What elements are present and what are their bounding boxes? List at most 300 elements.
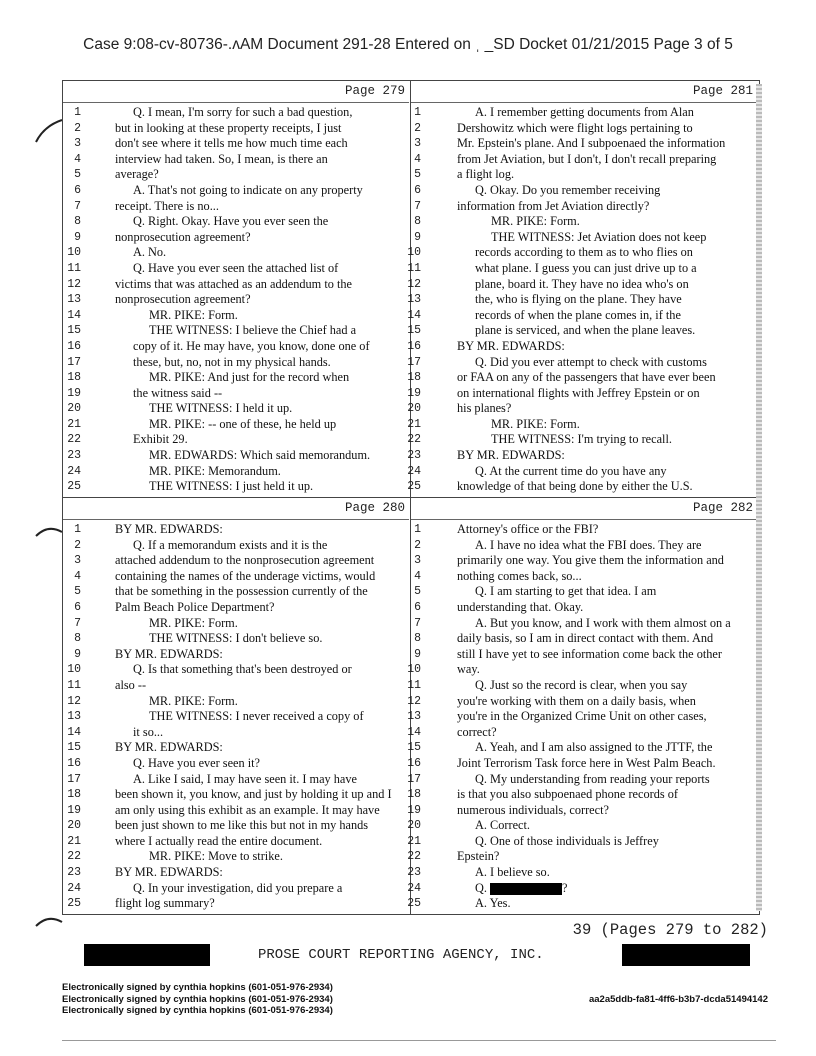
transcript-line (63, 308, 409, 324)
line-text: Mr. Epstein's plane. And I subpoenaed the information (457, 136, 726, 151)
line-number: 14 (67, 308, 81, 322)
line-number: 15 (67, 324, 81, 338)
line-number: 23 (67, 866, 81, 880)
transcript-lines (407, 522, 757, 912)
line-text: interview had taken. So, I mean, is there an (115, 151, 328, 166)
transcript-line (63, 584, 409, 600)
transcript-line (63, 261, 409, 277)
transcript-line (63, 277, 409, 293)
signature-line: Electronically signed by cynthia hopkins (601-051-976-2934) (62, 982, 333, 993)
transcript-line (407, 401, 757, 417)
transcript-line (407, 771, 757, 788)
transcript-line (63, 167, 409, 183)
line-text: BY MR. EDWARDS: (115, 522, 223, 536)
line-text: don't see where it tells me how much time each (115, 136, 348, 151)
transcript-line (411, 214, 757, 230)
signature-line: Electronically signed by cynthia hopkins (601-051-976-2934) (62, 993, 333, 1005)
line-text-trail: ? (562, 880, 568, 895)
line-number: 22 (407, 433, 421, 447)
transcript-line (63, 678, 409, 694)
line-text: attached addendum to the nonprosecution agreement (115, 553, 375, 568)
transcript-page-279 (63, 81, 409, 497)
line-number: 11 (407, 261, 421, 275)
line-text: A. I have no idea what the FBI does. They are (475, 537, 702, 552)
line-number: 17 (407, 355, 421, 369)
transcript-line (63, 522, 409, 538)
line-text: Q. If a memorandum exists and it is the (133, 537, 328, 552)
line-text: MR. PIKE: And just for the record when (149, 370, 350, 385)
transcript-line (63, 401, 409, 417)
line-number: 3 (414, 137, 421, 151)
line-text: but in looking at these property receipts, I just (115, 120, 342, 135)
line-text: what plane. I guess you can just drive up to a (475, 260, 697, 275)
transcript-line (63, 183, 409, 199)
transcript-line (63, 600, 409, 616)
transcript-line (407, 880, 757, 897)
transcript-line (407, 260, 757, 277)
line-text: Epstein? (457, 849, 500, 864)
signature-block (62, 982, 333, 1017)
transcript-line (63, 417, 409, 433)
line-number: 23 (407, 449, 421, 463)
line-number: 18 (407, 371, 421, 385)
line-text: Joint Terrorism Task force here in West Palm Beach. (457, 755, 716, 770)
line-number: 20 (67, 819, 81, 833)
line-text: from Jet Aviation, but I don't, I don't recall preparing (457, 151, 717, 166)
document-hash: aa2a5ddb-fa81-4ff6-b3b7-dcda51494142 (588, 994, 768, 1005)
line-number: 24 (67, 464, 81, 478)
line-text: Palm Beach Police Department? (115, 599, 275, 614)
line-text: Q. Is that something that's been destroyed or (133, 662, 352, 677)
line-text: on international flights with Jeffrey Epstein or on (457, 385, 700, 400)
transcript-line (407, 849, 757, 865)
line-number: 13 (407, 293, 421, 307)
redaction-right (622, 944, 750, 966)
line-text: MR. PIKE: Form. (491, 416, 580, 431)
transcript-line (63, 772, 409, 788)
line-number: 13 (67, 293, 81, 307)
transcript-line (63, 616, 409, 632)
line-number: 11 (67, 261, 81, 275)
transcript-line (63, 448, 409, 464)
line-text: plane, board it. They have no idea who's on (475, 276, 689, 291)
transcript-line (63, 709, 409, 725)
line-number: 18 (67, 371, 81, 385)
line-text: THE WITNESS: Jet Aviation does not keep (491, 229, 707, 244)
hole-punch-mark-top (34, 116, 64, 146)
line-number: 17 (67, 355, 81, 369)
transcript-line (407, 677, 757, 694)
line-number: 2 (414, 121, 421, 135)
line-text: MR. PIKE: Form. (149, 615, 238, 630)
line-number: 17 (67, 772, 81, 786)
agency-row (0, 944, 816, 968)
transcript-line (63, 725, 409, 741)
line-number: 4 (414, 569, 421, 583)
line-text: Q. One of those individuals is Jeffrey (475, 833, 659, 848)
line-number: 16 (67, 339, 81, 353)
line-text: A. That's not going to indicate on any property (133, 182, 363, 197)
line-number: 19 (407, 803, 421, 817)
line-number: 12 (67, 277, 81, 291)
line-number: 25 (407, 480, 421, 494)
line-text: nonprosecution agreement? (115, 229, 251, 244)
transcript-line (63, 464, 409, 480)
transcript-page-281 (407, 81, 757, 497)
signature-line: Electronically signed by cynthia hopkins (601-051-976-2934) (62, 1005, 333, 1016)
line-text: A. No. (133, 245, 167, 260)
line-number: 9 (74, 230, 81, 244)
line-number: 9 (74, 647, 81, 661)
transcript-line (407, 307, 757, 324)
line-number: 5 (74, 168, 81, 182)
line-number: 19 (67, 803, 81, 817)
line-number: 16 (67, 756, 81, 770)
line-text: THE WITNESS: I'm trying to recall. (491, 432, 672, 447)
transcript-line (63, 323, 409, 339)
transcript-line (407, 802, 757, 819)
line-number: 3 (74, 137, 81, 151)
line-text: Q. My understanding from reading your reports (475, 771, 710, 786)
line-number: 6 (74, 600, 81, 614)
transcript-line (407, 833, 757, 850)
line-number: 22 (67, 433, 81, 447)
transcript-line (63, 740, 409, 756)
line-text: containing the names of the underage victims, would (115, 568, 376, 583)
transcript-line (63, 865, 409, 881)
page-number-label: Page 280 (344, 501, 405, 515)
line-text: records of when the plane comes in, if the (475, 307, 681, 322)
line-number: 12 (407, 694, 421, 708)
transcript-page-282 (407, 498, 757, 914)
line-text: A. I remember getting documents from Alan (475, 105, 694, 119)
line-text: MR. PIKE: -- one of these, he held up (149, 416, 337, 431)
transcript-line (407, 385, 757, 402)
page-header-rule (63, 519, 409, 520)
page-header-rule (411, 102, 757, 103)
transcript-line (63, 756, 409, 772)
line-number: 3 (414, 554, 421, 568)
line-number: 6 (414, 183, 421, 197)
line-number: 2 (414, 538, 421, 552)
line-number: 9 (414, 647, 421, 661)
transcript-line (407, 416, 757, 433)
page-header-rule (411, 519, 757, 520)
transcript-line (411, 183, 757, 199)
line-text: Dershowitz which were flight logs pertaining to (457, 120, 693, 135)
transcript-line (63, 245, 409, 261)
transcript-line (63, 553, 409, 569)
transcript-line (63, 199, 409, 215)
transcript-line (407, 662, 757, 678)
line-text: BY MR. EDWARDS: (115, 740, 223, 755)
transcript-line (63, 694, 409, 710)
line-text: Attorney's office or the FBI? (457, 522, 599, 536)
line-number: 7 (74, 616, 81, 630)
line-number: 8 (74, 215, 81, 229)
hole-punch-mark-bottom (34, 912, 64, 932)
transcript-line (63, 432, 409, 448)
transcript-line (411, 584, 757, 600)
line-text: MR. PIKE: Form. (149, 693, 238, 708)
line-text: way. (457, 662, 480, 677)
line-number: 2 (74, 538, 81, 552)
transcript-line (407, 740, 757, 756)
line-text: plane is serviced, and when the plane leaves. (475, 323, 696, 338)
line-number: 21 (407, 417, 421, 431)
hole-punch-mark-middle (34, 522, 64, 542)
transcript-line (63, 818, 409, 834)
line-text: it so... (133, 724, 164, 739)
transcript-line (63, 538, 409, 554)
transcript-line (63, 292, 409, 308)
transcript-line (63, 896, 409, 912)
page-header-rule (63, 102, 409, 103)
transcript-line (63, 152, 409, 168)
line-number: 8 (414, 215, 421, 229)
transcript-line (407, 292, 757, 308)
line-number: 20 (67, 402, 81, 416)
line-number: 1 (414, 523, 421, 536)
line-number: 24 (67, 881, 81, 895)
line-text: A. Yeah, and I am also assigned to the JTTF, the (475, 740, 713, 755)
line-number: 21 (67, 417, 81, 431)
line-number: 24 (407, 464, 421, 478)
line-number: 10 (67, 246, 81, 260)
transcript-lines (63, 105, 409, 495)
line-number: 1 (74, 106, 81, 119)
line-number: 8 (74, 632, 81, 646)
line-text: THE WITNESS: I never received a copy of (149, 709, 364, 724)
transcript-lines (407, 105, 757, 495)
line-number: 21 (67, 834, 81, 848)
line-number: 25 (407, 897, 421, 911)
line-text: Q. Have you ever seen the attached list of (133, 260, 339, 275)
page-number-label: Page 279 (344, 84, 405, 98)
line-text: copy of it. He may have, you know, done one of (133, 338, 370, 353)
line-text: A. But you know, and I work with them almost on a (475, 615, 731, 630)
line-number: 13 (67, 710, 81, 724)
line-number: 11 (67, 678, 81, 692)
line-number: 15 (407, 324, 421, 338)
transcript-line (411, 600, 757, 616)
line-text: Q. Just so the record is clear, when you say (475, 677, 688, 692)
line-number: 19 (407, 386, 421, 400)
transcript-line (63, 834, 409, 850)
line-text: nothing comes back, so... (457, 568, 582, 583)
line-text: records according to them as to who flies on (475, 245, 693, 260)
transcript-line (63, 214, 409, 230)
transcript-line (63, 662, 409, 678)
line-number: 3 (74, 554, 81, 568)
bottom-rule (62, 1040, 776, 1041)
line-text: Q. In your investigation, did you prepare a (133, 880, 343, 895)
transcript-line (411, 631, 757, 647)
transcript-line (407, 693, 757, 710)
line-text: Q. Did you ever attempt to check with customs (475, 354, 707, 369)
line-text: MR. PIKE: Form. (491, 214, 580, 229)
line-number: 7 (74, 199, 81, 213)
line-number: 22 (67, 850, 81, 864)
transcript-line (407, 479, 757, 495)
line-text: receipt. There is no... (115, 198, 219, 213)
line-text: THE WITNESS: I believe the Chief had a (149, 323, 357, 338)
line-number: 1 (74, 523, 81, 536)
line-number: 10 (67, 663, 81, 677)
line-text: flight log summary? (115, 896, 215, 911)
line-text: nonprosecution agreement? (115, 292, 251, 307)
line-number: 14 (407, 725, 421, 739)
line-text: a flight log. (457, 167, 515, 182)
transcript-line (411, 121, 757, 137)
line-text: MR. EDWARDS: Which said memorandum. (149, 448, 371, 463)
line-number: 20 (407, 402, 421, 416)
transcript-line (407, 245, 757, 261)
line-number: 14 (67, 725, 81, 739)
line-text: also -- (115, 677, 147, 692)
line-number: 9 (414, 230, 421, 244)
transcript-line (407, 276, 757, 293)
line-number: 2 (74, 121, 81, 135)
transcript-line (63, 339, 409, 355)
transcript-line (407, 896, 757, 912)
line-number: 10 (407, 663, 421, 677)
line-number: 14 (407, 308, 421, 322)
redaction-left (84, 944, 210, 966)
line-text: BY MR. EDWARDS: (457, 448, 565, 463)
transcript-line (407, 787, 757, 803)
transcript-line (63, 121, 409, 137)
page-range-footer: 39 (Pages 279 to 282) (572, 921, 768, 939)
line-number: 25 (67, 897, 81, 911)
line-number: 5 (74, 585, 81, 599)
line-text: or FAA on any of the passengers that have ever been (457, 370, 716, 385)
line-text: A. I believe so. (475, 865, 550, 880)
case-header: Case 9:08-cv-80736-.ʌAM Document 291-28 Entered on ˌ _SD Docket 01/21/2015 Page 3 of 5 (83, 36, 733, 53)
transcript-line (411, 538, 757, 554)
transcript-line (63, 230, 409, 246)
line-text: average? (115, 167, 159, 182)
line-text: understanding that. Okay. (457, 599, 584, 614)
line-text: that be something in the possession currently of the (115, 584, 368, 599)
transcript-lines (63, 522, 409, 912)
line-text: been shown it, you know, and just by holding it up and I (115, 787, 392, 802)
line-number: 15 (407, 741, 421, 755)
line-text: MR. PIKE: Move to strike. (149, 849, 283, 864)
line-text-lead: Q. (475, 880, 487, 895)
transcript-line (407, 338, 757, 355)
line-text: BY MR. EDWARDS: (457, 338, 565, 353)
line-text: Q. I am starting to get that idea. I am (475, 584, 657, 599)
line-number: 22 (407, 850, 421, 864)
line-text (475, 881, 568, 897)
transcript-line (407, 463, 757, 480)
transcript-line (411, 105, 757, 121)
line-text: Q. Okay. Do you remember receiving (475, 182, 661, 197)
line-number: 8 (414, 632, 421, 646)
transcript-line (411, 522, 757, 538)
transcript-line (63, 881, 409, 897)
agency-name: PROSE COURT REPORTING AGENCY, INC. (258, 947, 544, 963)
transcript-line (411, 553, 757, 569)
line-number: 6 (74, 183, 81, 197)
transcript-line (63, 569, 409, 585)
transcript-line (407, 755, 757, 772)
transcript-line (411, 152, 757, 168)
transcript-line (411, 569, 757, 585)
line-text: THE WITNESS: I just held it up. (149, 479, 314, 494)
transcript-line (63, 105, 409, 121)
line-text: BY MR. EDWARDS: (115, 646, 223, 661)
transcript-page-280 (63, 498, 409, 914)
transcript-line (63, 479, 409, 495)
line-text: THE WITNESS: I held it up. (149, 401, 293, 416)
line-number: 23 (407, 866, 421, 880)
transcript-line (407, 818, 757, 834)
line-number: 15 (67, 741, 81, 755)
line-number: 4 (74, 569, 81, 583)
transcript-line (407, 323, 757, 339)
line-text: is that you also subpoenaed phone records of (457, 787, 678, 802)
line-text: am only using this exhibit as an example. It may have (115, 802, 380, 817)
line-text: the, who is flying on the plane. They have (475, 292, 682, 307)
line-text: the witness said -- (133, 385, 223, 400)
transcript-line (63, 647, 409, 663)
line-text: MR. PIKE: Memorandum. (149, 463, 281, 478)
transcript-line (63, 355, 409, 371)
line-text: you're in the Organized Crime Unit on other cases, (457, 709, 707, 724)
line-number: 17 (407, 772, 421, 786)
transcript-line (407, 865, 757, 881)
line-number: 12 (407, 277, 421, 291)
transcript-line (63, 631, 409, 647)
transcript-line (411, 230, 757, 246)
line-number: 10 (407, 246, 421, 260)
transcript-line (407, 448, 757, 464)
transcript-line (63, 787, 409, 803)
transcript-line (63, 136, 409, 152)
line-text: BY MR. EDWARDS: (115, 865, 223, 880)
line-number: 12 (67, 694, 81, 708)
line-text: numerous individuals, correct? (457, 802, 609, 817)
line-text: THE WITNESS: I don't believe so. (149, 631, 323, 646)
transcript-line (63, 386, 409, 402)
transcript-line (407, 354, 757, 371)
transcript-line (411, 199, 757, 215)
line-text: knowledge of that being done by either the U.S. (457, 479, 693, 494)
line-text: these, but, no, not in my physical hands. (133, 354, 331, 369)
line-number: 25 (67, 480, 81, 494)
transcript-line (407, 709, 757, 725)
transcript-line (63, 849, 409, 865)
line-text: where I actually read the entire document. (115, 833, 323, 848)
line-text: A. Correct. (475, 818, 530, 833)
line-number: 19 (67, 386, 81, 400)
line-number: 20 (407, 819, 421, 833)
line-number: 7 (414, 616, 421, 630)
line-text: A. Yes. (475, 896, 511, 911)
line-number: 4 (414, 152, 421, 166)
line-text: Q. Have you ever seen it? (133, 755, 261, 770)
line-text: Exhibit 29. (133, 432, 188, 447)
line-number: 16 (407, 756, 421, 770)
line-number: 7 (414, 199, 421, 213)
line-text: still I have yet to see information come back the other (457, 646, 722, 661)
line-number: 5 (414, 168, 421, 182)
transcript-line (407, 432, 757, 448)
line-number: 11 (407, 678, 421, 692)
line-text: victims that was attached as an addendum to the (115, 276, 352, 291)
